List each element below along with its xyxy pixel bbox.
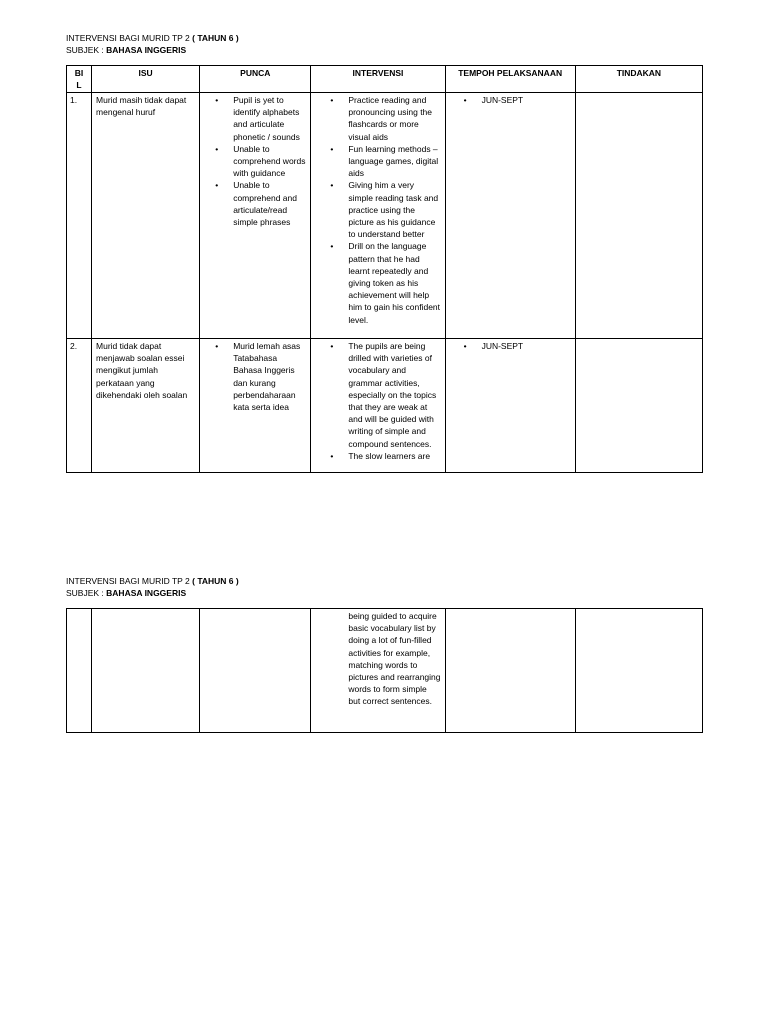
table-row [67,339,703,473]
row-period [445,93,575,339]
table-row [67,93,703,339]
list-item: • Fun learning methods – language games, digital aids [348,143,440,180]
row-cause [200,93,311,339]
intervention-list [348,94,440,326]
row-issue [92,609,200,733]
intervention-continuation: being guided to acquire basic vocabulary list by doing a lot of fun-filled activities for example, matching words to pictures and rearranging words to form simple but correct sentences. [348,611,441,707]
row-period [445,609,575,733]
row-action [575,609,702,733]
list-item: • Unable to comprehend words with guidance [233,143,306,180]
subject-label: SUBJEK : [66,45,107,55]
column-header-isu: ISU [92,66,200,93]
intervention-list [348,340,440,462]
list-item: • JUN-SEPT [482,94,571,106]
document-title [66,575,703,587]
list-item: • Pupil is yet to identify alphabets and articulate phonetic / sounds [233,94,306,143]
list-item: • Murid lemah asas Tatabahasa Bahasa Inggeris dan kurang perbendaharaan kata serta idea [233,340,306,413]
column-header-tempoh: TEMPOH PELAKSANAAN [445,66,575,93]
period-list [482,94,571,106]
list-item: • Unable to comprehend and articulate/read simple phrases [233,179,306,228]
period-list [482,340,571,352]
row-cause [200,339,311,473]
list-item: • The pupils are being drilled with varieties of vocabulary and grammar activities, especially on the topics that they are weak at and will be guided with writing of simple and compound sentences. [348,340,440,450]
row-number [67,609,92,733]
row-number: 2. [67,339,92,473]
row-intervention [311,339,445,473]
row-period [445,339,575,473]
row-cause [200,609,311,733]
column-header-intervensi: INTERVENSI [311,66,445,93]
subject-line [66,44,703,56]
row-number: 1. [67,93,92,339]
table-header-row [67,66,703,93]
subject-value: BAHASA INGGERIS [106,588,187,598]
intervention-table [66,65,703,473]
list-item: • JUN-SEPT [482,340,571,352]
row-issue: Murid tidak dapat menjawab soalan essei mengikut jumlah perkataan yang dikehendaki oleh soalan [92,339,200,473]
column-header-bil: BI L [67,66,92,93]
document-title [66,32,703,44]
row-action [575,93,702,339]
row-intervention [311,93,445,339]
table-row [67,609,703,733]
cause-list [233,340,306,413]
row-issue: Murid masih tidak dapat mengenal huruf [92,93,200,339]
subject-value: BAHASA INGGERIS [106,45,187,55]
page-section-2 [66,575,703,733]
row-action [575,339,702,473]
subject-line [66,587,703,599]
list-item: • Giving him a very simple reading task and practice using the picture as his guidance to understand better [348,179,440,240]
title-text: INTERVENSI BAGI MURID TP 2 [66,576,193,586]
column-header-tindakan: TINDAKAN [575,66,702,93]
intervention-table-continued [66,608,703,733]
subject-label: SUBJEK : [66,588,107,598]
list-item: • The slow learners are [348,450,440,462]
title-year: ( TAHUN 6 ) [192,576,239,586]
cause-list [233,94,306,228]
page-section-1 [66,32,703,473]
title-text: INTERVENSI BAGI MURID TP 2 [66,33,193,43]
row-intervention [311,609,445,733]
list-item: • Drill on the language pattern that he had learnt repeatedly and giving token as his achievement will help him to gain his confident level. [348,240,440,325]
column-header-punca: PUNCA [200,66,311,93]
list-item: • Practice reading and pronouncing using the flashcards or more visual aids [348,94,440,143]
title-year: ( TAHUN 6 ) [192,33,239,43]
